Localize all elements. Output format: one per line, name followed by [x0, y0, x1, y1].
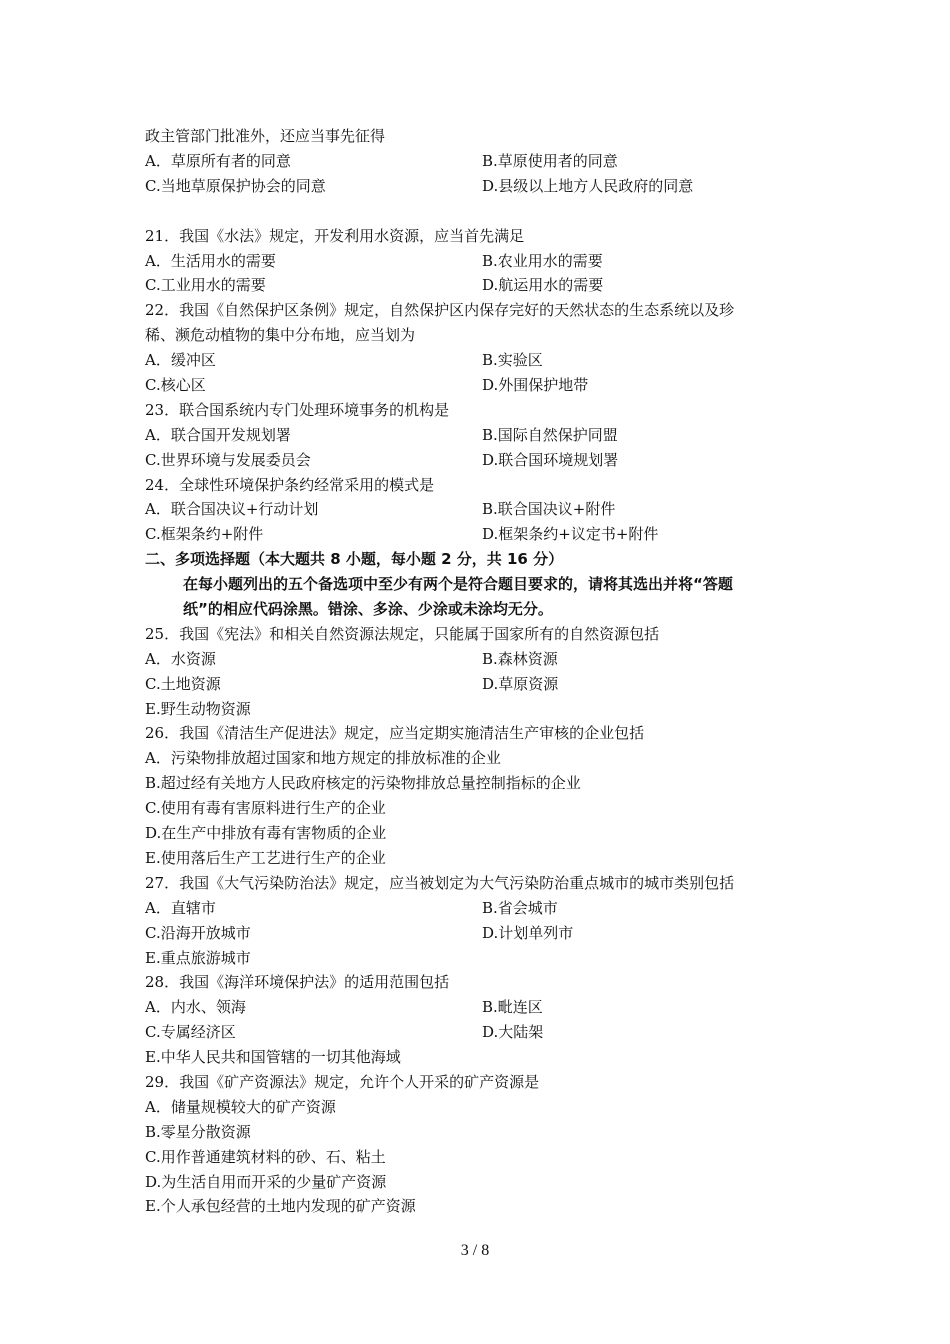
spacer	[145, 199, 825, 224]
option-b: B.实验区	[482, 351, 543, 370]
option-row	[145, 373, 825, 398]
option-a: A．储量规模较大的矿产资源	[145, 1097, 336, 1116]
option-row	[145, 249, 825, 274]
option-c: C.专属经济区	[145, 1023, 236, 1042]
option-b: B.农业用水的需要	[482, 251, 603, 270]
option-c: C.框架条约+附件	[145, 525, 264, 544]
option-d: D.航运用水的需要	[482, 276, 604, 295]
option-b: B.超过经有关地方人民政府核定的污染物排放总量控制指标的企业	[145, 774, 581, 793]
option-row	[145, 149, 825, 174]
option-a: A．缓冲区	[145, 351, 216, 370]
option-c: C.当地草原保护协会的同意	[145, 176, 326, 195]
question-21-stem: 21．我国《水法》规定，开发利用水资源，应当首先满足	[145, 226, 525, 245]
option-c: C.沿海开放城市	[145, 923, 251, 942]
option-b: B.毗连区	[482, 998, 543, 1017]
section-title: 二、多项选择题（本大题共 8 小题，每小题 2 分，共 16 分）	[145, 550, 564, 569]
option-row	[145, 1020, 825, 1045]
option-d: D.县级以上地方人民政府的同意	[482, 176, 694, 195]
option-d: D.为生活自用而开采的少量矿产资源	[145, 1172, 387, 1191]
option-row	[145, 647, 825, 672]
option-d: D.计划单列市	[482, 923, 574, 942]
option-d: D.外围保护地带	[482, 376, 589, 395]
option-a: A．草原所有者的同意	[145, 151, 291, 170]
option-row	[145, 995, 825, 1020]
option-a: A．水资源	[145, 649, 216, 668]
exam-content	[145, 124, 825, 1219]
option-d: D.大陆架	[482, 1023, 544, 1042]
option-d: D.草原资源	[482, 674, 559, 693]
option-row	[145, 522, 825, 547]
question-27-stem: 27．我国《大气污染防治法》规定，应当被划定为大气污染防治重点城市的城市类别包括	[145, 873, 735, 892]
option-a: A．内水、领海	[145, 998, 246, 1017]
option-c: C.世界环境与发展委员会	[145, 450, 311, 469]
question-22-stem: 22．我国《自然保护区条例》规定，自然保护区内保存完好的天然状态的生态系统以及珍	[145, 301, 735, 320]
option-row	[145, 273, 825, 298]
option-a: A．联合国开发规划署	[145, 425, 291, 444]
option-e: E.个人承包经营的土地内发现的矿产资源	[145, 1197, 416, 1216]
option-c: C.核心区	[145, 376, 206, 395]
option-e: E.重点旅游城市	[145, 948, 251, 967]
option-a: A．生活用水的需要	[145, 251, 276, 270]
option-a: A．直辖市	[145, 898, 216, 917]
option-b: B.森林资源	[482, 649, 558, 668]
option-d: D.联合国环境规划署	[482, 450, 619, 469]
option-d: D.框架条约+议定书+附件	[482, 525, 659, 544]
option-row	[145, 423, 825, 448]
page-number: 3 / 8	[460, 1242, 490, 1259]
option-e: E.野生动物资源	[145, 699, 251, 718]
option-row	[145, 348, 825, 373]
question-24-stem: 24．全球性环境保护条约经常采用的模式是	[145, 475, 435, 494]
question-23-stem: 23．联合国系统内专门处理环境事务的机构是	[145, 400, 450, 419]
option-a: A．污染物排放超过国家和地方规定的排放标准的企业	[145, 749, 501, 768]
question-25-stem: 25．我国《宪法》和相关自然资源法规定，只能属于国家所有的自然资源包括	[145, 624, 660, 643]
option-b: B.草原使用者的同意	[482, 151, 618, 170]
option-row	[145, 497, 825, 522]
section-instructions-continued: 纸”的相应代码涂黑。错涂、多涂、少涂或未涂均无分。	[183, 600, 553, 619]
option-row	[145, 174, 825, 199]
option-e: E.中华人民共和国管辖的一切其他海域	[145, 1048, 401, 1067]
option-row	[145, 921, 825, 946]
option-row	[145, 448, 825, 473]
option-b: B.零星分散资源	[145, 1122, 251, 1141]
option-b: B.省会城市	[482, 898, 558, 917]
option-d: D.在生产中排放有毒有害物质的企业	[145, 824, 387, 843]
option-e: E.使用落后生产工艺进行生产的企业	[145, 848, 386, 867]
section-instructions: 在每小题列出的五个备选项中至少有两个是符合题目要求的，请将其选出并将“答题	[183, 575, 733, 594]
option-b: B.联合国决议+附件	[482, 500, 616, 519]
question-28-stem: 28．我国《海洋环境保护法》的适用范围包括	[145, 973, 450, 992]
option-c: C.工业用水的需要	[145, 276, 266, 295]
option-c: C.使用有毒有害原料进行生产的企业	[145, 799, 386, 818]
option-c: C.土地资源	[145, 674, 221, 693]
question-22-stem-continued: 稀、濒危动植物的集中分布地，应当划为	[145, 326, 416, 345]
option-c: C.用作普通建筑材料的砂、石、粘土	[145, 1147, 386, 1166]
option-b: B.国际自然保护同盟	[482, 425, 618, 444]
question-29-stem: 29．我国《矿产资源法》规定，允许个人开采的矿产资源是	[145, 1072, 540, 1091]
option-row	[145, 672, 825, 697]
question-20-stem-continued: 政主管部门批准外，还应当事先征得	[145, 127, 386, 145]
question-26-stem: 26．我国《清洁生产促进法》规定，应当定期实施清洁生产审核的企业包括	[145, 724, 645, 743]
option-row	[145, 896, 825, 921]
option-a: A．联合国决议+行动计划	[145, 500, 319, 519]
